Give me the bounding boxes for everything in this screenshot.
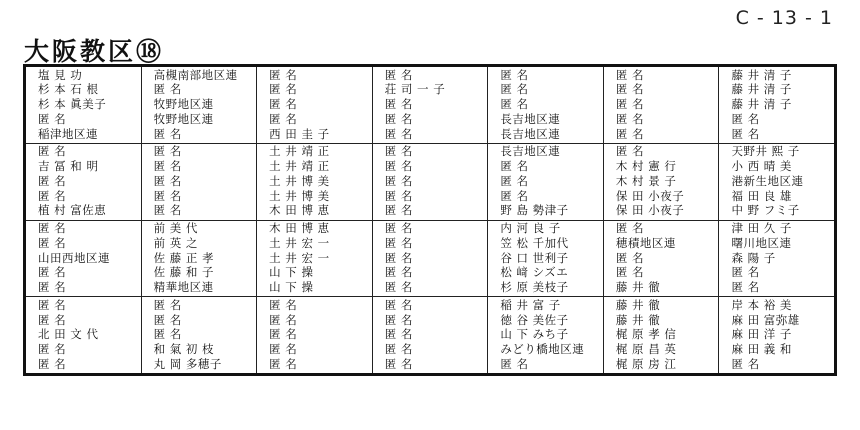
table-column <box>256 67 372 373</box>
name-cell: 笠 松 千加代 <box>500 235 569 250</box>
name-cell: 木 村 憲 行 <box>615 159 677 174</box>
table-block <box>142 143 257 220</box>
name-cell: 北 田 文 代 <box>38 327 99 342</box>
table-block <box>719 220 834 297</box>
name-cell: 匿 名 <box>153 312 182 327</box>
name-cell: 野 島 勢津子 <box>500 203 569 218</box>
name-cell: 山田西地区連 <box>38 250 110 265</box>
table-block <box>26 67 141 143</box>
name-cell: 匿 名 <box>500 67 529 82</box>
name-cell: 匿 名 <box>731 111 760 126</box>
name-cell: 曙川地区連 <box>731 235 792 250</box>
table-block <box>373 67 488 143</box>
name-cell: 和 氣 初 枝 <box>153 342 215 357</box>
name-cell: 杉 本 眞美子 <box>38 97 107 112</box>
table-block <box>604 296 719 373</box>
name-cell: 匿 名 <box>38 144 67 159</box>
table-block <box>257 143 372 220</box>
name-cell: 藤 井 徹 <box>615 280 661 295</box>
name-cell: 塩 見 功 <box>38 67 83 82</box>
name-cell: 匿 名 <box>500 82 529 97</box>
name-cell: 山 下 操 <box>269 265 314 280</box>
name-cell: 匿 名 <box>384 265 413 280</box>
table-block <box>488 296 603 373</box>
table-block <box>604 67 719 143</box>
table-column <box>718 67 834 373</box>
name-cell: 匿 名 <box>384 159 413 174</box>
name-cell: 匿 名 <box>269 97 298 112</box>
table-block <box>142 220 257 297</box>
table-column <box>487 67 603 373</box>
name-cell: 匿 名 <box>269 111 298 126</box>
table-column <box>141 67 257 373</box>
name-cell: 匿 名 <box>731 356 760 371</box>
name-cell: 杉 本 石 根 <box>38 82 99 97</box>
name-cell: 長吉地区連 <box>500 144 561 159</box>
name-cell: 匿 名 <box>384 203 413 218</box>
table-block <box>719 143 834 220</box>
name-cell: 木 田 博 恵 <box>269 203 330 218</box>
name-cell: 土 井 博 美 <box>269 188 330 203</box>
name-cell: 土 井 靖 正 <box>269 144 330 159</box>
name-cell: 藤 井 清 子 <box>731 97 792 112</box>
name-cell: 匿 名 <box>615 144 645 159</box>
table-block <box>719 296 834 373</box>
name-cell: 木 田 博 恵 <box>269 221 330 236</box>
table-block <box>488 67 603 143</box>
name-cell: 匿 名 <box>384 221 413 236</box>
name-cell: 匿 名 <box>38 356 67 371</box>
name-cell: 丸 岡 多穂子 <box>153 356 222 371</box>
name-cell: 土 井 宏 一 <box>269 235 330 250</box>
name-cell: 土 井 宏 一 <box>269 250 330 265</box>
table-block <box>373 220 488 297</box>
name-cell: 匿 名 <box>500 356 529 371</box>
table-block <box>26 220 141 297</box>
name-cell: 匿 名 <box>500 97 529 112</box>
name-cell: 藤 井 徹 <box>615 312 661 327</box>
name-cell: 木 村 景 子 <box>615 173 677 188</box>
name-cell: 匿 名 <box>269 312 298 327</box>
name-cell: 匿 名 <box>384 235 413 250</box>
name-cell: 匿 名 <box>153 159 182 174</box>
table-block <box>257 67 372 143</box>
name-cell: 西 田 圭 子 <box>269 126 330 141</box>
name-cell: 匿 名 <box>38 297 67 312</box>
name-cell: 匿 名 <box>615 126 645 141</box>
name-cell: 匿 名 <box>269 297 298 312</box>
name-cell: 藤 井 清 子 <box>731 82 792 97</box>
name-cell: 土 井 靖 正 <box>269 159 330 174</box>
name-cell: 山 下 操 <box>269 280 314 295</box>
name-cell: 匿 名 <box>731 280 760 295</box>
name-cell: 松 﨑 シズエ <box>500 265 569 280</box>
name-cell: 匿 名 <box>615 97 645 112</box>
name-cell: 匿 名 <box>153 203 182 218</box>
table-block <box>604 143 719 220</box>
name-cell: 荘 司 一 子 <box>384 82 446 97</box>
table-block <box>142 296 257 373</box>
name-cell: 匿 名 <box>615 82 645 97</box>
name-cell: 匿 名 <box>500 173 529 188</box>
name-cell: 匿 名 <box>38 280 67 295</box>
name-cell: 徳 谷 美佐子 <box>500 312 569 327</box>
table-block <box>604 220 719 297</box>
name-cell: 杉 原 美枝子 <box>500 280 569 295</box>
name-cell: 麻 田 洋 子 <box>731 327 792 342</box>
table-block <box>142 67 257 143</box>
name-cell: 福 田 良 雄 <box>731 188 792 203</box>
name-cell: 内 河 良 子 <box>500 221 561 236</box>
table-column <box>26 67 141 373</box>
name-cell: 匿 名 <box>384 250 413 265</box>
name-cell: 匿 名 <box>38 188 67 203</box>
name-cell: 梶 原 昌 英 <box>615 342 677 357</box>
name-cell: 匿 名 <box>615 111 645 126</box>
name-cell: 保 田 小夜子 <box>615 203 685 218</box>
name-cell: 稲 井 富 子 <box>500 297 561 312</box>
name-cell: 麻 田 義 和 <box>731 342 792 357</box>
table-block <box>257 220 372 297</box>
name-cell: 精華地区連 <box>153 280 214 295</box>
name-cell: 小 西 晴 美 <box>731 159 792 174</box>
name-cell: 匿 名 <box>38 235 67 250</box>
name-cell: 吉 冨 和 明 <box>38 159 99 174</box>
name-cell: 匿 名 <box>384 327 413 342</box>
name-cell: 藤 井 清 子 <box>731 67 792 82</box>
name-cell: 長吉地区連 <box>500 126 561 141</box>
name-cell: 匿 名 <box>153 297 182 312</box>
name-cell: 匿 名 <box>269 67 298 82</box>
name-cell: 天野井 熙 子 <box>731 144 800 159</box>
name-cell: 匿 名 <box>38 265 67 280</box>
name-cell: 匿 名 <box>269 327 298 342</box>
name-cell: 匿 名 <box>615 265 645 280</box>
table-column <box>603 67 719 373</box>
name-cell: 匿 名 <box>38 312 67 327</box>
table-block <box>26 143 141 220</box>
name-cell: 保 田 小夜子 <box>615 188 685 203</box>
name-cell: 匿 名 <box>615 67 645 82</box>
name-cell: 佐 藤 正 孝 <box>153 250 215 265</box>
name-cell: 匿 名 <box>38 221 67 236</box>
name-cell: 匿 名 <box>269 356 298 371</box>
name-cell: 前 美 代 <box>153 221 198 236</box>
name-cell: 匿 名 <box>269 82 298 97</box>
table-block <box>257 296 372 373</box>
name-cell: 匿 名 <box>384 297 413 312</box>
name-cell: みどり橋地区連 <box>500 342 585 357</box>
table-block <box>719 67 834 143</box>
name-cell: 匿 名 <box>38 111 67 126</box>
name-cell: 匿 名 <box>731 265 760 280</box>
name-cell: 梶 原 孝 信 <box>615 327 677 342</box>
name-cell: 匿 名 <box>384 126 413 141</box>
table-column <box>372 67 488 373</box>
name-cell: 匿 名 <box>153 126 182 141</box>
name-cell: 匿 名 <box>384 67 413 82</box>
name-cell: 匿 名 <box>153 144 182 159</box>
name-cell: 匿 名 <box>384 280 413 295</box>
name-cell: 中 野 フミ子 <box>731 203 800 218</box>
name-cell: 匿 名 <box>153 327 182 342</box>
page-code: C - 13 - 1 <box>735 7 833 29</box>
table-block <box>26 296 141 373</box>
donor-table <box>23 64 837 376</box>
table-block <box>488 220 603 297</box>
name-cell: 匿 名 <box>500 159 529 174</box>
name-cell: 岸 本 裕 美 <box>731 297 792 312</box>
name-cell: 稲津地区連 <box>38 126 98 141</box>
table-block <box>373 296 488 373</box>
name-cell: 匿 名 <box>615 221 645 236</box>
name-cell: 長吉地区連 <box>500 111 561 126</box>
name-cell: 匿 名 <box>153 173 182 188</box>
name-cell: 高槻南部地区連 <box>153 67 238 82</box>
name-cell: 港新生地区連 <box>731 173 804 188</box>
page-title: 大阪教区⑱ <box>24 37 165 66</box>
name-cell: 匿 名 <box>384 312 413 327</box>
name-cell: 土 井 博 美 <box>269 173 330 188</box>
name-cell: 匿 名 <box>384 356 413 371</box>
name-cell: 匿 名 <box>384 144 413 159</box>
name-cell: 匿 名 <box>153 188 182 203</box>
table-block <box>373 143 488 220</box>
name-cell: 山 下 みち子 <box>500 327 569 342</box>
name-cell: 梶 原 房 江 <box>615 356 677 371</box>
name-cell: 植 村 富佐恵 <box>38 203 107 218</box>
table-block <box>488 143 603 220</box>
name-cell: 前 英 之 <box>153 235 198 250</box>
name-cell: 匿 名 <box>269 342 298 357</box>
name-cell: 麻 田 富弥雄 <box>731 312 800 327</box>
name-cell: 匿 名 <box>384 173 413 188</box>
name-cell: 佐 藤 和 子 <box>153 265 215 280</box>
name-cell: 谷 口 世利子 <box>500 250 569 265</box>
name-cell: 津 田 久 子 <box>731 221 792 236</box>
name-cell: 匿 名 <box>384 188 413 203</box>
name-cell: 匿 名 <box>384 111 413 126</box>
name-cell: 匿 名 <box>731 126 760 141</box>
name-cell: 藤 井 徹 <box>615 297 661 312</box>
name-cell: 匿 名 <box>615 250 645 265</box>
name-cell: 匿 名 <box>384 97 413 112</box>
name-cell: 牧野地区連 <box>153 111 214 126</box>
name-cell: 匿 名 <box>38 342 67 357</box>
name-cell: 匿 名 <box>384 342 413 357</box>
name-cell: 穂積地区連 <box>615 235 676 250</box>
name-cell: 匿 名 <box>500 188 529 203</box>
name-cell: 牧野地区連 <box>153 97 214 112</box>
name-cell: 匿 名 <box>153 82 182 97</box>
name-cell: 匿 名 <box>38 173 67 188</box>
name-cell: 森 陽 子 <box>731 250 776 265</box>
